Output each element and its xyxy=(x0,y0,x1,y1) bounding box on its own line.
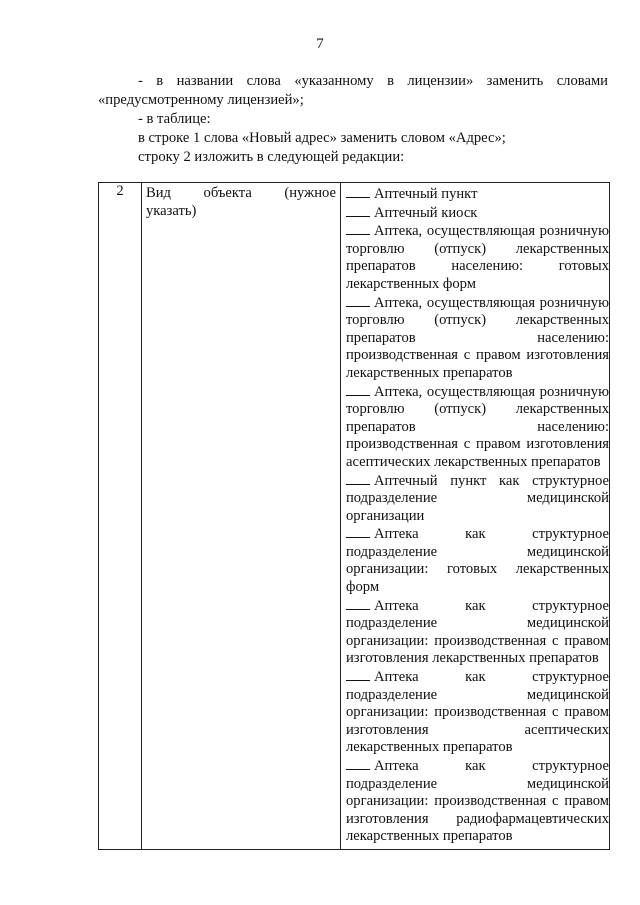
amendment-table xyxy=(98,182,610,850)
option-line xyxy=(346,365,609,383)
option-text: Аптека как структурное xyxy=(374,597,609,614)
option-text: изготовления радиофармацевтических xyxy=(346,810,609,827)
option-line xyxy=(346,650,609,668)
option-line xyxy=(346,454,609,472)
option-blank-field[interactable] xyxy=(346,383,370,396)
object-type-options-cell xyxy=(341,183,610,850)
option-text: подразделение медицинской xyxy=(346,775,609,792)
option-line xyxy=(346,633,609,651)
option-line xyxy=(346,544,609,562)
option-blank-field[interactable] xyxy=(346,185,370,198)
option-text: асептических лекарственных препаратов xyxy=(346,453,601,470)
option-line xyxy=(346,722,609,740)
option-text: торговлю (отпуск) лекарственных xyxy=(346,401,609,418)
option-text: организации: производственная с правом xyxy=(346,632,609,649)
option-text: препаратов населению: xyxy=(346,418,609,435)
option-blank-field[interactable] xyxy=(346,757,370,770)
option-blank-field[interactable] xyxy=(346,597,370,610)
row-number-cell: 2 xyxy=(99,183,142,850)
option-blank-field[interactable] xyxy=(346,525,370,538)
option-line xyxy=(346,204,609,223)
object-type-option xyxy=(346,185,609,204)
option-line xyxy=(346,739,609,757)
option-text: лекарственных препаратов xyxy=(346,364,513,381)
option-line xyxy=(346,436,609,454)
option-text: организации: производственная с правом xyxy=(346,704,609,721)
option-line xyxy=(346,241,609,259)
intro-line-4: в строке 1 слова «Новый адрес» заменить словом «Адрес»; xyxy=(138,130,506,146)
option-text: производственная с правом изготовления xyxy=(346,347,609,364)
object-type-option xyxy=(346,597,609,668)
option-text: Аптека, осуществляющая розничную xyxy=(374,383,609,400)
intro-text xyxy=(98,72,608,167)
option-line xyxy=(346,668,609,687)
object-type-label-line-2: указать) xyxy=(146,202,197,219)
option-text: подразделение медицинской xyxy=(346,543,609,560)
option-blank-field[interactable] xyxy=(346,472,370,485)
option-text: лекарственных препаратов xyxy=(346,739,513,756)
option-line xyxy=(346,185,609,204)
object-type-option xyxy=(346,525,609,596)
option-text: подразделение медицинской xyxy=(346,615,609,632)
option-line xyxy=(346,419,609,437)
option-blank-field[interactable] xyxy=(346,222,370,235)
object-type-option xyxy=(346,757,609,846)
intro-line-3: - в таблице: xyxy=(138,111,211,127)
option-line xyxy=(346,490,609,508)
intro-line-1: - в названии слова «указанному в лицензии» заменить словами xyxy=(138,73,608,89)
option-text: Аптека как структурное xyxy=(374,758,609,774)
object-type-option xyxy=(346,383,609,472)
object-type-label-cell xyxy=(142,183,341,850)
option-blank-field[interactable] xyxy=(346,668,370,681)
option-line xyxy=(346,508,609,526)
option-line xyxy=(346,294,609,313)
object-type-option xyxy=(346,204,609,223)
option-line xyxy=(346,383,609,402)
option-line xyxy=(346,330,609,348)
option-blank-field[interactable] xyxy=(346,204,370,217)
object-type-option xyxy=(346,668,609,757)
option-line xyxy=(346,615,609,633)
option-line xyxy=(346,811,609,829)
option-text: изготовления лекарственных препаратов xyxy=(346,650,599,667)
object-type-label-line-1: Вид объекта (нужное xyxy=(146,185,336,201)
option-text: Аптека, осуществляющая розничную xyxy=(374,223,609,240)
option-text: Аптечный пункт xyxy=(374,186,478,202)
option-line xyxy=(346,561,609,579)
option-line xyxy=(346,793,609,811)
option-text: Аптечный киоск xyxy=(374,204,478,221)
intro-line-5: строку 2 изложить в следующей редакции: xyxy=(138,149,405,165)
option-text: организации: готовых лекарственных xyxy=(346,561,609,578)
object-type-option xyxy=(346,294,609,383)
option-text: Аптека как структурное xyxy=(374,669,609,686)
option-text: Аптечный пункт как структурное xyxy=(374,472,609,489)
option-line xyxy=(346,472,609,491)
option-text: подразделение медицинской xyxy=(346,686,609,703)
option-text: производственная с правом изготовления xyxy=(346,436,609,453)
option-line xyxy=(346,704,609,722)
option-line xyxy=(346,597,609,616)
intro-line-2: «предусмотренному лицензией»; xyxy=(98,92,304,108)
option-line xyxy=(346,525,609,544)
option-line xyxy=(346,258,609,276)
option-text: Аптека, осуществляющая розничную xyxy=(374,294,609,311)
option-text: лекарственных форм xyxy=(346,275,476,292)
option-line xyxy=(346,687,609,705)
option-line xyxy=(346,757,609,776)
option-line xyxy=(346,276,609,294)
option-text: торговлю (отпуск) лекарственных xyxy=(346,240,609,257)
option-text: препаратов населению: xyxy=(346,329,609,346)
option-text: Аптека как структурное xyxy=(374,526,609,543)
option-line xyxy=(346,222,609,241)
option-text: препаратов населению: готовых xyxy=(346,258,609,275)
option-text: организации xyxy=(346,507,425,524)
option-line xyxy=(346,401,609,419)
object-type-option xyxy=(346,472,609,526)
table-row xyxy=(99,183,610,850)
option-line xyxy=(346,776,609,794)
option-text: подразделение медицинской xyxy=(346,490,609,507)
option-line xyxy=(346,347,609,365)
option-line xyxy=(346,828,609,846)
option-blank-field[interactable] xyxy=(346,294,370,307)
option-text: организации: производственная с правом xyxy=(346,793,609,810)
page-number: 7 xyxy=(316,36,324,52)
option-text: изготовления асептических xyxy=(346,721,609,738)
option-text: торговлю (отпуск) лекарственных xyxy=(346,312,609,329)
option-text: форм xyxy=(346,579,380,596)
option-line xyxy=(346,312,609,330)
option-text: лекарственных препаратов xyxy=(346,828,513,845)
object-type-option xyxy=(346,222,609,293)
option-line xyxy=(346,579,609,597)
